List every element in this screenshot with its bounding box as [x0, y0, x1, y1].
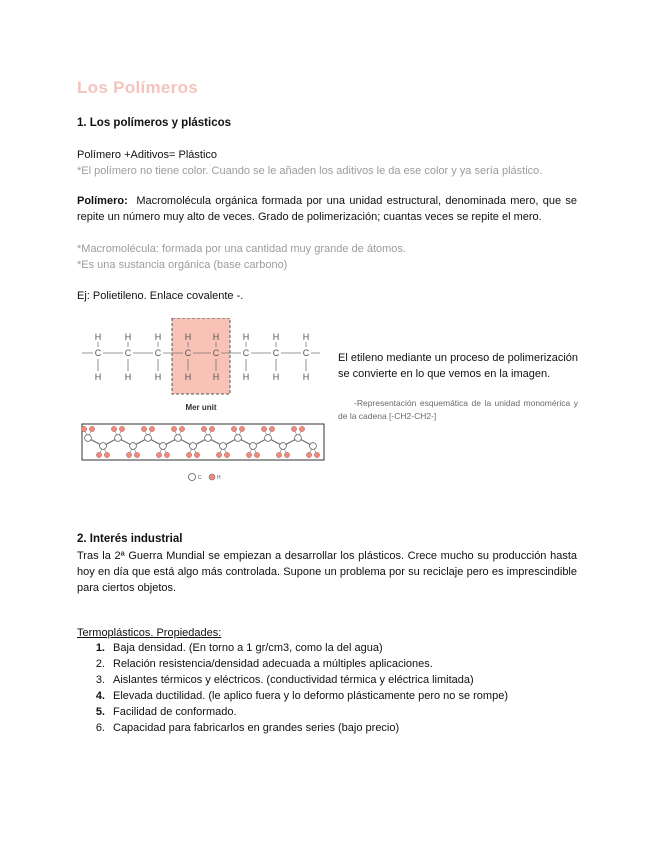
hydrogen-ball: [186, 452, 191, 457]
hydrogen-atom: H: [242, 332, 250, 342]
definition-text: Macromolécula orgánica formada por una unidad estructural, denominada mero, que se repite un número muy alto de veces. Grado de polimerización; cuantas veces se repite el mero.: [77, 195, 577, 223]
carbon-atom: C: [242, 348, 250, 358]
carbon-atom: C: [94, 348, 102, 358]
mer-unit-label: Mer unit: [185, 403, 217, 412]
hydrogen-ball: [299, 426, 304, 431]
list-item: 1. Baja densidad. (En torno a 1 gr/cm3, como la del agua): [95, 642, 383, 654]
example-line: Ej: Polietileno. Enlace covalente -.: [77, 290, 244, 302]
hydrogen-ball: [104, 452, 109, 457]
hydrogen-ball: [171, 426, 176, 431]
figure-caption: -Representación esquemática de la unidad monomérica y de la cadena [-CH2-CH2-]: [338, 398, 578, 421]
hydrogen-atom: H: [212, 372, 220, 382]
section-heading-polymers: 1. Los polímeros y plásticos: [77, 117, 232, 129]
note-macromolecule: *Macromolécula: formada por una cantidad muy grande de átomos.: [77, 243, 406, 255]
hydrogen-atom: H: [184, 332, 192, 342]
carbon-atom: C: [302, 348, 310, 358]
carbon-ball: [295, 435, 302, 442]
hydrogen-atom: H: [94, 332, 102, 342]
hydrogen-ball: [179, 426, 184, 431]
carbon-ball: [115, 435, 122, 442]
hydrogen-ball: [269, 426, 274, 431]
hydrogen-ball: [96, 452, 101, 457]
note-color: *El polímero no tiene color. Cuando se le añaden los aditivos le da ese color y ya sería plástico.: [77, 165, 543, 177]
list-item: 5. Facilidad de conformado.: [95, 706, 237, 718]
carbon-ball: [160, 443, 167, 450]
carbon-atom: C: [212, 348, 220, 358]
hydrogen-ball: [254, 452, 259, 457]
hydrogen-atom: H: [212, 332, 220, 342]
hydrogen-ball: [209, 426, 214, 431]
hydrogen-ball: [231, 426, 236, 431]
hydrogen-ball: [284, 452, 289, 457]
figure-description: El etileno mediante un proceso de polimerización se convierte en lo que vemos en la imagen.: [338, 352, 578, 380]
hydrogen-ball: [216, 452, 221, 457]
hydrogen-ball: [224, 452, 229, 457]
hydrogen-ball: [111, 426, 116, 431]
hydrogen-atom: H: [184, 372, 192, 382]
carbon-ball: [250, 443, 257, 450]
mer-unit-highlight: [172, 318, 230, 394]
carbon-legend-label: C: [198, 475, 202, 481]
carbon-ball: [280, 443, 287, 450]
hydrogen-legend-icon: [209, 474, 215, 480]
hydrogen-ball: [126, 452, 131, 457]
hydrogen-ball: [81, 426, 86, 431]
thermoplastics-heading: Termoplásticos. Propiedades:: [77, 627, 222, 639]
carbon-ball: [145, 435, 152, 442]
note-organic: *Es una sustancia orgánica (base carbono): [77, 259, 288, 271]
hydrogen-ball: [201, 426, 206, 431]
polyethylene-figure: [80, 318, 330, 488]
carbon-ball: [205, 435, 212, 442]
carbon-ball: [100, 443, 107, 450]
properties-list: [77, 640, 577, 736]
hydrogen-atom: H: [302, 372, 310, 382]
list-item: 3. Aislantes térmicos y eléctricos. (conductividad térmica y eléctrica limitada): [95, 674, 474, 686]
hydrogen-ball: [149, 426, 154, 431]
hydrogen-ball: [246, 452, 251, 457]
hydrogen-ball: [164, 452, 169, 457]
carbon-atom: C: [124, 348, 132, 358]
hydrogen-atom: H: [124, 332, 132, 342]
hydrogen-atom: H: [272, 332, 280, 342]
hydrogen-ball: [306, 452, 311, 457]
carbon-atom: C: [154, 348, 162, 358]
carbon-ball: [190, 443, 197, 450]
polymer-definition: [77, 193, 577, 225]
carbon-atom: C: [184, 348, 192, 358]
carbon-ball: [265, 435, 272, 442]
hydrogen-atom: H: [302, 332, 310, 342]
hydrogen-ball: [134, 452, 139, 457]
list-item: 6. Capacidad para fabricarlos en grandes series (bajo precio): [95, 722, 400, 734]
page-title: Los Polímeros: [77, 78, 199, 97]
hydrogen-ball: [291, 426, 296, 431]
carbon-ball: [235, 435, 242, 442]
hydrogen-ball: [141, 426, 146, 431]
carbon-ball: [130, 443, 137, 450]
definition-term: Polímero:: [77, 195, 128, 207]
carbon-ball: [175, 435, 182, 442]
industrial-text: Tras la 2ª Guerra Mundial se empiezan a desarrollar los plásticos. Crece mucho su producción hasta hoy en día que está algo más controlada. Supone un problema por su reciclaje pero es imprescindible para ciertos objetos.: [77, 550, 577, 594]
hydrogen-ball: [261, 426, 266, 431]
hydrogen-ball: [156, 452, 161, 457]
carbon-ball: [220, 443, 227, 450]
hydrogen-atom: H: [154, 332, 162, 342]
hydrogen-atom: H: [272, 372, 280, 382]
carbon-ball: [85, 435, 92, 442]
carbon-atom: C: [272, 348, 280, 358]
section-heading-industrial: 2. Interés industrial: [77, 533, 183, 545]
hydrogen-legend-label: H: [217, 475, 221, 481]
hydrogen-atom: H: [94, 372, 102, 382]
hydrogen-atom: H: [154, 372, 162, 382]
hydrogen-ball: [89, 426, 94, 431]
hydrogen-ball: [239, 426, 244, 431]
hydrogen-atom: H: [242, 372, 250, 382]
hydrogen-atom: H: [124, 372, 132, 382]
hydrogen-ball: [314, 452, 319, 457]
hydrogen-ball: [119, 426, 124, 431]
hydrogen-ball: [276, 452, 281, 457]
list-item: 4. Elevada ductilidad. (le aplico fuera y lo deformo plásticamente pero no se rompe): [95, 690, 508, 702]
hydrogen-ball: [194, 452, 199, 457]
formula-line: Polímero +Aditivos= Plástico: [77, 149, 218, 161]
carbon-legend-icon: [189, 474, 196, 481]
carbon-ball: [310, 443, 317, 450]
list-item: 2. Relación resistencia/densidad adecuada a múltiples aplicaciones.: [95, 658, 433, 670]
